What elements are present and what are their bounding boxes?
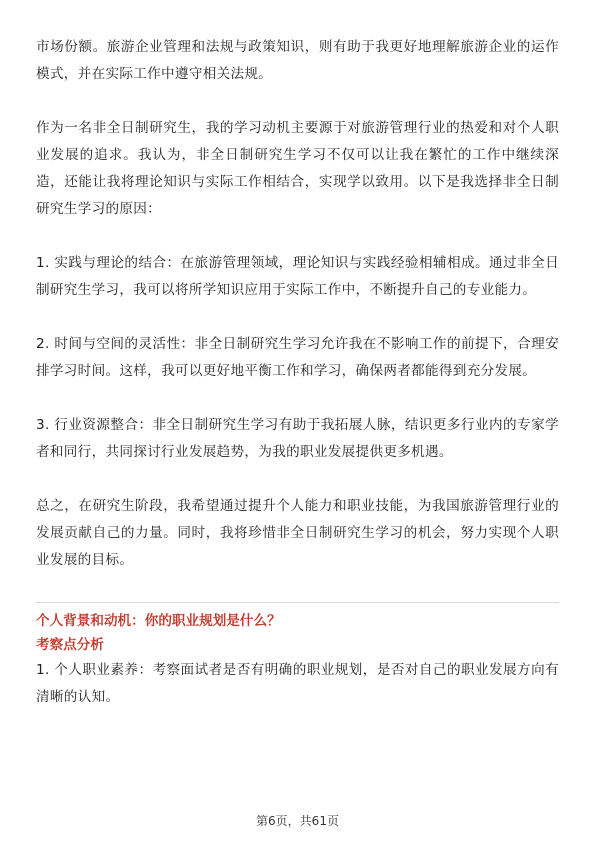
question-section	[36, 602, 559, 711]
paragraph-reason-1: 1. 实践与理论的结合：在旅游管理领域，理论知识与实践经验相辅相成。通过非全日制研究生学习，我可以将所学知识应用于实际工作中，不断提升自己的专业能力。	[36, 255, 559, 298]
analysis-subtitle: 考察点分析	[36, 637, 104, 653]
document-body	[36, 34, 559, 711]
paragraph-conclusion: 总之，在研究生阶段，我希望通过提升个人能力和职业技能，为我国旅游管理行业的发展贡献自己的力量。同时，我将珍惜非全日制研究生学习的机会，努力实现个人职业发展的目标。	[36, 498, 559, 568]
paragraph-reason-3: 3. 行业资源整合：非全日制研究生学习有助于我拓展人脉，结识更多行业内的专家学者和同行，共同探讨行业发展趋势，为我的职业发展提供更多机遇。	[36, 417, 559, 460]
paragraph-reason-2: 2. 时间与空间的灵活性：非全日制研究生学习允许我在不影响工作的前提下，合理安排学习时间。这样，我可以更好地平衡工作和学习，确保两者都能得到充分发展。	[36, 336, 559, 379]
page-number-footer: 第6页，共61页	[256, 814, 339, 828]
paragraph-motivation: 作为一名非全日制研究生，我的学习动机主要源于对旅游管理行业的热爱和对个人职业发展的追求。我认为，非全日制研究生学习不仅可以让我在繁忙的工作中继续深造，还能让我将理论知识与实际工作相结合，实现学以致用。以下是我选择非全日制研究生学习的原因：	[36, 120, 559, 217]
analysis-point-1: 1. 个人职业素养：考察面试者是否有明确的职业规划，是否对自己的职业发展方向有清晰的认知。	[36, 662, 559, 705]
question-title: 个人背景和动机：你的职业规划是什么？	[36, 613, 281, 629]
paragraph-market-share: 市场份额。旅游企业管理和法规与政策知识，则有助于我更好地理解旅游企业的运作模式，并在实际工作中遵守相关法规。	[36, 39, 559, 82]
